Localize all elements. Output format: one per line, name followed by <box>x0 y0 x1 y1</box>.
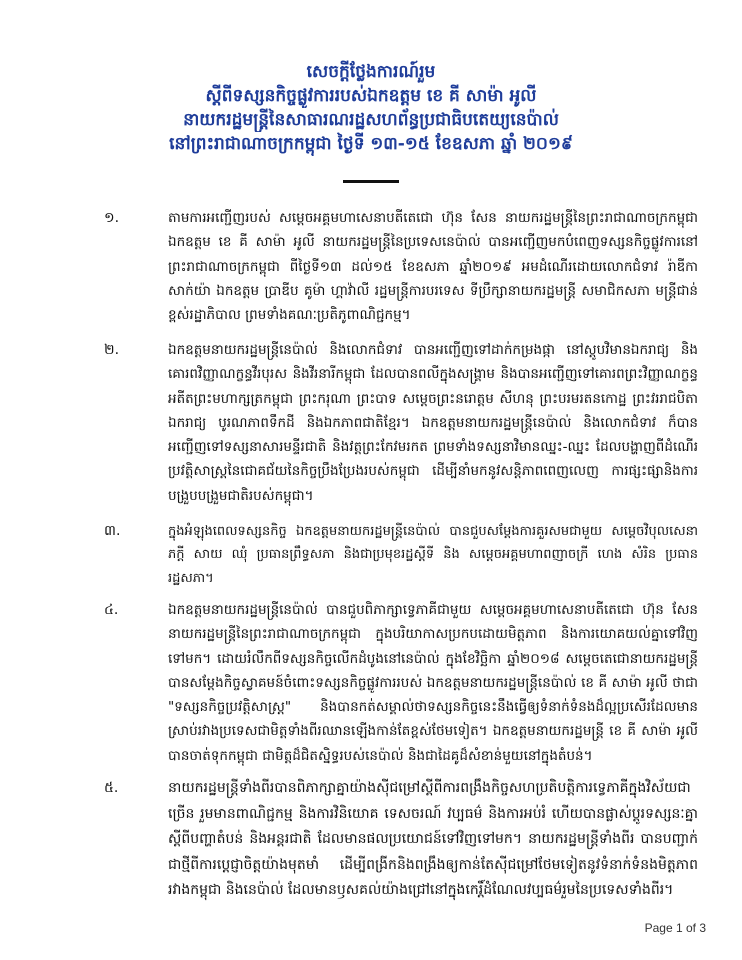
document-header <box>40 60 702 156</box>
paragraph-number: ១. <box>104 210 120 226</box>
paragraph-5 <box>104 776 698 904</box>
paragraph-text: ក្នុងអំឡុងពេលទស្សនកិច្ច ឯកឧត្តមនាយករដ្ឋមន្ត្រីនេប៉ាល់ បានជួបសម្តែងការគួរសមជាមួយ សម្តេចវិបុលសេនាភក្តី សាយ ឈុំ ប្រធានព្រឹទ្ធសភា និងជាប្រមុខរដ្ឋស្តីទី និង សម្តេចអគ្គមហាពញាចក្រី ហេង សំរិន ប្រធានរដ្ឋសភា។ <box>168 524 698 586</box>
paragraph-number: ៣. <box>104 523 121 539</box>
paragraph-text: តាមការអញ្ជើញរបស់ សម្តេចអគ្គមហាសេនាបតីតេជោ ហ៊ុន សែន នាយករដ្ឋមន្ត្រីនៃព្រះរាជាណាចក្រកម្ពុជា ឯកឧត្តម ខេ គី សាម៉ា អូលី នាយករដ្ឋមន្ត្រីនៃប្រទេសនេប៉ាល់ បានអញ្ជើញមកបំពេញទស្សនកិច្ចផ្លូវការនៅព្រះរាជាណាចក្រកម្ពុជា ពីថ្ងៃទី១៣ ដល់១៥ ខែឧសភា ឆ្នាំ២០១៩ អមដំណើរដោយលោកជំទាវ រ៉ាឌីកា សាក់យ៉ា ឯកឧត្តម ប្រាឌីប គូម៉ា ហ្គាវ៉ាលី រដ្ឋមន្ត្រីការបរទេស ទីប្រឹក្សានាយករដ្ឋមន្ត្រី សមាជិកសភា មន្ត្រីជាន់ខ្ពស់រដ្ឋាភិបាល ព្រមទាំងគណៈប្រតិភូពាណិជ្ជកម្ម។ <box>168 210 698 324</box>
paragraph-text: ឯកឧត្តមនាយករដ្ឋមន្ត្រីនេប៉ាល់ បានជួបពិភាក្សាទ្វេភាគីជាមួយ សម្តេចអគ្គមហាសេនាបតីតេជោ ហ៊ុន សែន នាយករដ្ឋមន្ត្រីនៃព្រះរាជាណាចក្រកម្ពុជា ក្នុងបរិយាកាសប្រកបដោយមិត្តភាព និងការយោគយល់គ្នាទៅវិញទៅមក។ ដោយរំលឹកពីទស្សនកិច្ចលើកដំបូងនៅនេប៉ាល់ ក្នុងខែវិច្ឆិកា ឆ្នាំ២០១៨ សម្តេចតេជោនាយករដ្ឋមន្ត្រី បានសម្តែងកិច្ចស្វាគមន៍ចំពោះទស្សនកិច្ចផ្លូវការរបស់ ឯកឧត្តមនាយករដ្ឋមន្ត្រីនេប៉ាល់ ខេ គី សាម៉ា អូលី ថាជា "ទស្សនកិច្ចប្រវត្តិសាស្ត្រ" និងបានកត់សម្គាល់ថាទស្សនកិច្ចនេះនឹងធ្វើឲ្យទំនាក់ទំនងដ៏ល្អប្រសើរដែលមានស្រាប់រវាងប្រទេសជាមិត្តទាំងពីរឈានឡើងកាន់តែខ្ពស់ថែមទៀត។ ឯកឧត្តមនាយករដ្ឋមន្ត្រី ខេ គី សាម៉ា អូលី បានចាត់ទុកកម្ពុជា ជាមិត្តដ៏ជិតស្និទ្ធរបស់នេប៉ាល់ និងជាដៃគូដ៏សំខាន់មួយនៅក្នុងតំបន់។ <box>168 602 698 764</box>
paragraph-number: ៤. <box>104 602 119 618</box>
paragraph-1 <box>104 206 698 327</box>
page-number: Page 1 of 3 <box>644 921 706 935</box>
header-title: សេចក្តីថ្លែងការណ៍រួម <box>306 62 436 82</box>
header-subject: ស្តីពីទស្សនកិច្ចផ្លូវការរបស់ឯកឧត្តម ខេ គី សាម៉ា អូលី <box>205 86 537 106</box>
paragraph-2 <box>104 338 698 508</box>
header-official-title: នាយករដ្ឋមន្ត្រីនៃសាធារណរដ្ឋសហព័ន្ធប្រជាធិបតេយ្យនេប៉ាល់ <box>183 110 559 130</box>
paragraph-4 <box>104 598 698 768</box>
header-divider <box>343 180 399 183</box>
paragraph-text: នាយករដ្ឋមន្ត្រីទាំងពីរបានពិភាក្សាគ្នាយ៉ាងស៊ីជម្រៅស្តីពីការពង្រឹងកិច្ចសហប្រតិបត្តិការទ្វេភាគីក្នុងវិស័យជាច្រើន រួមមានពាណិជ្ជកម្ម និងការវិនិយោគ ទេសចរណ៍ វប្បធម៌ និងការអប់រំ ហើយបានផ្លាស់ប្តូរទស្សនៈគ្នាស្តីពីបញ្ហាតំបន់ និងអន្តរជាតិ ដែលមានផលប្រយោជន៍ទៅវិញទៅមក។ នាយករដ្ឋមន្ត្រីទាំងពីរ បានបញ្ជាក់ជាថ្មីពីការប្តេជ្ញាចិត្តយ៉ាងមុតមាំ ដើម្បីពង្រីកនិងពង្រឹងឲ្យកាន់តែស៊ីជម្រៅថែមទៀតនូវទំនាក់ទំនងមិត្តភាពរវាងកម្ពុជា និងនេប៉ាល់ ដែលមានឫសគល់យ៉ាងជ្រៅនៅក្នុងកេរ្តិ៍ដំណែលវប្បធម៌រួមនៃប្រទេសទាំងពីរ។ <box>168 780 698 898</box>
header-place-date: នៅព្រះរាជាណាចក្រកម្ពុជា ថ្ងៃទី ១៣-១៥ ខែឧសភា ឆ្នាំ ២០១៩ <box>169 134 573 154</box>
paragraph-number: ២. <box>104 342 120 358</box>
paragraph-text: ឯកឧត្តមនាយករដ្ឋមន្ត្រីនេប៉ាល់ និងលោកជំទាវ បានអញ្ជើញទៅដាក់កម្រងផ្កា នៅស្តូបវិមានឯករាជ្យ និងគោរពវិញ្ញាណក្ខន្ធវីរបុរស និងវីរនារីកម្ពុជា ដែលបានពលីក្នុងសង្គ្រាម និងបានអញ្ជើញទៅគោរពព្រះវិញ្ញាណក្ខន្ធអតីតព្រះមហាក្សត្រកម្ពុជា ព្រះករុណា ព្រះបាទ សម្តេចព្រះនរោត្តម សីហនុ ព្រះបរមរតនកោដ្ឋ ព្រះវររាជបិតាឯករាជ្យ បូរណភាពទឹកដី និងឯកភាពជាតិខ្មែរ។ ឯកឧត្តមនាយករដ្ឋមន្ត្រីនេប៉ាល់ និងលោកជំទាវ ក៏បានអញ្ជើញទៅទស្សនាសារមន្ទីរជាតិ និងវត្តព្រះកែវមរកត ព្រមទាំងទស្សនាវិមានឈ្នះ-ឈ្នះ ដែលបង្ហាញពីដំណើរប្រវត្តិសាស្ត្រនៃជោគជ័យនៃកិច្ចប្រឹងប្រែងរបស់កម្ពុជា ដើម្បីនាំមកនូវសន្តិភាពពេញលេញ ការផ្សះផ្សានិងការបង្រួបបង្រួមជាតិរបស់កម្ពុជា។ <box>168 342 698 504</box>
paragraph-number: ៥. <box>104 780 119 796</box>
paragraph-3 <box>104 520 698 590</box>
